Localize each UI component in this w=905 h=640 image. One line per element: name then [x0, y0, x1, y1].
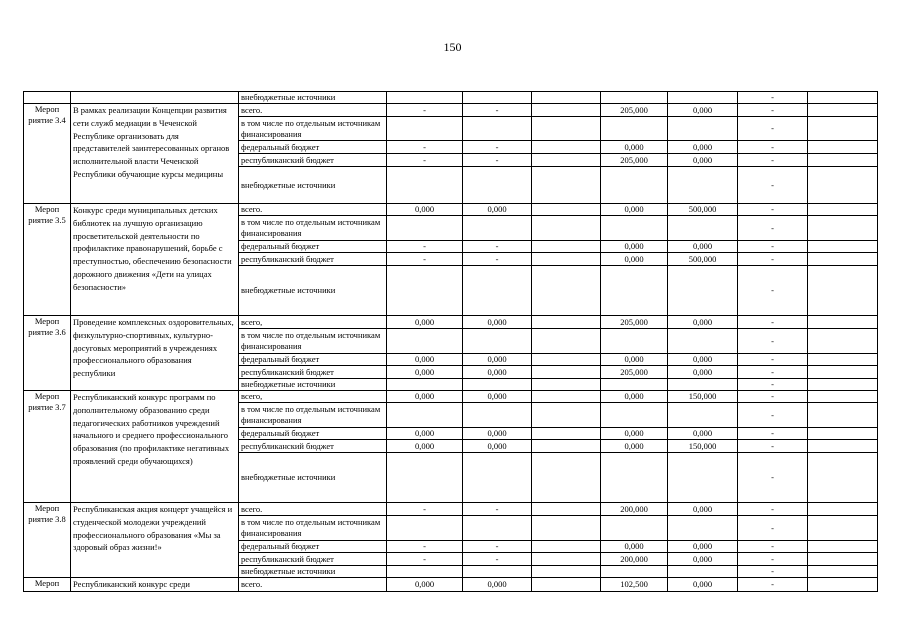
- value-cell: [808, 253, 878, 266]
- value-cell: 0,000: [601, 141, 668, 154]
- value-cell: 0,000: [463, 391, 532, 403]
- value-cell: [668, 216, 738, 241]
- value-cell: 0,000: [668, 241, 738, 253]
- funding-source: в том числе по отдельным источникам финансирования: [239, 216, 387, 241]
- funding-source: в том числе по отдельным источникам финансирования: [239, 329, 387, 354]
- value-cell: 0,000: [463, 440, 532, 453]
- value-cell: -: [463, 141, 532, 154]
- value-cell: 205,000: [601, 366, 668, 379]
- activity-number: Мероп: [24, 578, 71, 592]
- table-row: [24, 204, 878, 216]
- value-cell: [463, 266, 532, 316]
- value-cell: 0,000: [668, 141, 738, 154]
- value-cell: [668, 403, 738, 428]
- value-cell: 0,000: [463, 204, 532, 216]
- value-cell: [808, 316, 878, 329]
- value-cell: 0,000: [601, 204, 668, 216]
- value-cell: [808, 154, 878, 167]
- value-cell: [532, 167, 601, 204]
- value-cell: -: [738, 403, 808, 428]
- activity-number: Мероп риятие 3.8: [24, 503, 71, 578]
- value-cell: 0,000: [668, 104, 738, 117]
- value-cell: [387, 516, 463, 541]
- value-cell: -: [387, 553, 463, 566]
- funding-source: республиканский бюджет: [239, 553, 387, 566]
- value-cell: [532, 578, 601, 592]
- value-cell: [387, 329, 463, 354]
- value-cell: 500,000: [668, 253, 738, 266]
- funding-source: внебюджетные источники: [239, 379, 387, 391]
- value-cell: [463, 329, 532, 354]
- value-cell: [601, 92, 668, 104]
- value-cell: -: [738, 154, 808, 167]
- value-cell: [601, 379, 668, 391]
- table-body: [24, 92, 878, 592]
- value-cell: [808, 453, 878, 503]
- value-cell: 0,000: [668, 503, 738, 516]
- value-cell: -: [738, 516, 808, 541]
- value-cell: [532, 92, 601, 104]
- value-cell: -: [387, 541, 463, 553]
- funding-source: республиканский бюджет: [239, 154, 387, 167]
- value-cell: [601, 216, 668, 241]
- value-cell: 150,000: [668, 391, 738, 403]
- value-cell: -: [387, 154, 463, 167]
- value-cell: 0,000: [387, 354, 463, 366]
- value-cell: [808, 503, 878, 516]
- value-cell: [532, 104, 601, 117]
- value-cell: -: [738, 241, 808, 253]
- value-cell: [532, 266, 601, 316]
- value-cell: -: [387, 141, 463, 154]
- value-cell: 0,000: [668, 428, 738, 440]
- value-cell: 205,000: [601, 154, 668, 167]
- funding-source: всего.: [239, 578, 387, 592]
- value-cell: 0,000: [463, 366, 532, 379]
- value-cell: [808, 354, 878, 366]
- value-cell: [532, 316, 601, 329]
- funding-source: федеральный бюджет: [239, 354, 387, 366]
- value-cell: -: [738, 266, 808, 316]
- funding-source: всего,: [239, 316, 387, 329]
- value-cell: -: [738, 503, 808, 516]
- funding-source: внебюджетные источники: [239, 266, 387, 316]
- value-cell: -: [738, 440, 808, 453]
- value-cell: [532, 241, 601, 253]
- value-cell: -: [738, 204, 808, 216]
- value-cell: -: [463, 553, 532, 566]
- funding-table: [23, 91, 878, 592]
- value-cell: [532, 216, 601, 241]
- funding-source: федеральный бюджет: [239, 541, 387, 553]
- value-cell: [668, 566, 738, 578]
- value-cell: 0,000: [463, 354, 532, 366]
- value-cell: [668, 453, 738, 503]
- value-cell: 200,000: [601, 553, 668, 566]
- value-cell: 0,000: [387, 578, 463, 592]
- value-cell: -: [463, 503, 532, 516]
- funding-source: всего.: [239, 104, 387, 117]
- value-cell: 0,000: [601, 241, 668, 253]
- value-cell: 0,000: [387, 366, 463, 379]
- value-cell: 0,000: [668, 154, 738, 167]
- value-cell: [387, 117, 463, 141]
- activity-number: Мероп риятие 3.6: [24, 316, 71, 391]
- value-cell: [532, 354, 601, 366]
- value-cell: -: [387, 104, 463, 117]
- value-cell: [668, 92, 738, 104]
- value-cell: -: [738, 253, 808, 266]
- value-cell: [808, 379, 878, 391]
- funding-source: внебюджетные источники: [239, 453, 387, 503]
- value-cell: -: [738, 428, 808, 440]
- value-cell: [808, 578, 878, 592]
- value-cell: -: [738, 366, 808, 379]
- value-cell: [808, 366, 878, 379]
- funding-source: всего.: [239, 503, 387, 516]
- value-cell: 0,000: [601, 541, 668, 553]
- activity-description: Республиканский конкурс программ по дополнительному образованию среди педагогических работников учреждений начального и среднего профессионального образования (по профилактике негативных проявлений среди обучающихся): [71, 391, 239, 503]
- value-cell: [808, 391, 878, 403]
- value-cell: [532, 391, 601, 403]
- value-cell: [601, 266, 668, 316]
- value-cell: [532, 503, 601, 516]
- value-cell: -: [738, 541, 808, 553]
- funding-source: федеральный бюджет: [239, 241, 387, 253]
- funding-source: республиканский бюджет: [239, 440, 387, 453]
- value-cell: [463, 516, 532, 541]
- value-cell: [532, 253, 601, 266]
- value-cell: [463, 453, 532, 503]
- value-cell: [532, 403, 601, 428]
- value-cell: [808, 117, 878, 141]
- funding-source: в том числе по отдельным источникам финансирования: [239, 117, 387, 141]
- value-cell: [601, 453, 668, 503]
- value-cell: 205,000: [601, 104, 668, 117]
- value-cell: [387, 379, 463, 391]
- table-row: [24, 578, 878, 592]
- value-cell: -: [387, 241, 463, 253]
- value-cell: 0,000: [601, 428, 668, 440]
- value-cell: [532, 553, 601, 566]
- value-cell: 0,000: [668, 316, 738, 329]
- value-cell: [808, 141, 878, 154]
- activity-number: Мероп риятие 3.7: [24, 391, 71, 503]
- value-cell: [668, 266, 738, 316]
- value-cell: [532, 516, 601, 541]
- value-cell: -: [387, 253, 463, 266]
- value-cell: -: [463, 154, 532, 167]
- value-cell: -: [463, 253, 532, 266]
- value-cell: [808, 241, 878, 253]
- value-cell: [463, 216, 532, 241]
- value-cell: [532, 329, 601, 354]
- value-cell: -: [738, 316, 808, 329]
- value-cell: [808, 403, 878, 428]
- value-cell: -: [738, 92, 808, 104]
- value-cell: [668, 167, 738, 204]
- value-cell: 0,000: [668, 578, 738, 592]
- value-cell: 0,000: [463, 428, 532, 440]
- value-cell: [463, 117, 532, 141]
- value-cell: [808, 566, 878, 578]
- value-cell: [387, 453, 463, 503]
- value-cell: 0,000: [387, 316, 463, 329]
- activity-description: Конкурс среди муниципальных детских библиотек на лучшую организацию просветительской деятельности по профилактике правонарушений, борьбе с преступностью, обеспечению безопасности дорожного движения «Дети на улицах безопасности»: [71, 204, 239, 316]
- value-cell: -: [463, 541, 532, 553]
- description-cell: [71, 92, 239, 104]
- value-cell: [808, 266, 878, 316]
- value-cell: -: [738, 578, 808, 592]
- value-cell: 0,000: [601, 253, 668, 266]
- value-cell: [532, 117, 601, 141]
- value-cell: [601, 403, 668, 428]
- value-cell: 0,000: [668, 541, 738, 553]
- value-cell: 0,000: [463, 316, 532, 329]
- value-cell: -: [387, 503, 463, 516]
- value-cell: [532, 428, 601, 440]
- value-cell: [668, 329, 738, 354]
- value-cell: [601, 566, 668, 578]
- value-cell: [808, 104, 878, 117]
- value-cell: 0,000: [463, 578, 532, 592]
- value-cell: -: [738, 216, 808, 241]
- activity-number: Мероп риятие 3.4: [24, 104, 71, 204]
- activity-description: Проведение комплексных оздоровительных, физкультурно-спортивных, культурно-досуговых мероприятий в учреждениях профессионального образования республики: [71, 316, 239, 391]
- funding-source: в том числе по отдельным источникам финансирования: [239, 516, 387, 541]
- value-cell: 102,500: [601, 578, 668, 592]
- value-cell: -: [738, 117, 808, 141]
- value-cell: [601, 167, 668, 204]
- value-cell: -: [463, 104, 532, 117]
- value-cell: [532, 440, 601, 453]
- value-cell: [808, 440, 878, 453]
- funding-source: всего.: [239, 204, 387, 216]
- value-cell: [601, 117, 668, 141]
- value-cell: [532, 379, 601, 391]
- value-cell: [808, 541, 878, 553]
- value-cell: [532, 566, 601, 578]
- value-cell: -: [738, 391, 808, 403]
- value-cell: [808, 216, 878, 241]
- value-cell: -: [738, 453, 808, 503]
- value-cell: [808, 329, 878, 354]
- value-cell: [532, 541, 601, 553]
- value-cell: -: [738, 379, 808, 391]
- funding-source: федеральный бюджет: [239, 428, 387, 440]
- value-cell: [463, 403, 532, 428]
- value-cell: 0,000: [668, 354, 738, 366]
- activity-description: Республиканская акция концерт учащейся и студенческой молодежи учреждений профессионального образования «Мы за здоровый образ жизни!»: [71, 503, 239, 578]
- activity-cell: [24, 92, 71, 104]
- value-cell: [532, 141, 601, 154]
- value-cell: -: [738, 566, 808, 578]
- value-cell: [387, 216, 463, 241]
- value-cell: 0,000: [668, 553, 738, 566]
- funding-source: федеральный бюджет: [239, 141, 387, 154]
- activity-description: Республиканский конкурс среди: [71, 578, 239, 592]
- value-cell: 0,000: [601, 354, 668, 366]
- value-cell: -: [738, 141, 808, 154]
- value-cell: -: [738, 104, 808, 117]
- value-cell: [387, 167, 463, 204]
- value-cell: -: [463, 241, 532, 253]
- value-cell: [463, 167, 532, 204]
- value-cell: 0,000: [387, 204, 463, 216]
- value-cell: [387, 266, 463, 316]
- value-cell: -: [738, 354, 808, 366]
- table-row: [24, 316, 878, 329]
- value-cell: [601, 329, 668, 354]
- value-cell: -: [738, 167, 808, 204]
- funding-source: республиканский бюджет: [239, 366, 387, 379]
- source-cell: внебюджетные источники: [239, 92, 387, 104]
- value-cell: [808, 204, 878, 216]
- value-cell: [532, 366, 601, 379]
- value-cell: [668, 379, 738, 391]
- value-cell: [387, 92, 463, 104]
- page-number: 150: [443, 40, 462, 54]
- value-cell: [808, 516, 878, 541]
- value-cell: 0,000: [387, 428, 463, 440]
- value-cell: 0,000: [601, 440, 668, 453]
- value-cell: [668, 516, 738, 541]
- value-cell: 150,000: [668, 440, 738, 453]
- value-cell: [808, 428, 878, 440]
- value-cell: [668, 117, 738, 141]
- value-cell: [808, 92, 878, 104]
- value-cell: [808, 553, 878, 566]
- value-cell: [532, 453, 601, 503]
- funding-source: в том числе по отдельным источникам финансирования: [239, 403, 387, 428]
- value-cell: -: [738, 329, 808, 354]
- value-cell: 0,000: [387, 391, 463, 403]
- value-cell: [463, 566, 532, 578]
- value-cell: 0,000: [387, 440, 463, 453]
- funding-source: внебюджетные источники: [239, 167, 387, 204]
- value-cell: [387, 403, 463, 428]
- funding-source: всего,: [239, 391, 387, 403]
- value-cell: [808, 167, 878, 204]
- activity-description: В рамках реализации Концепции развития сети служб медиации в Чеченской Республике организовать для представителей заинтересованных органов исполнительной власти Чеченской Республики обучающие курсы медицины: [71, 104, 239, 204]
- value-cell: 200,000: [601, 503, 668, 516]
- value-cell: [463, 379, 532, 391]
- funding-source: внебюджетные источники: [239, 566, 387, 578]
- value-cell: 0,000: [601, 391, 668, 403]
- table-row: [24, 104, 878, 117]
- value-cell: [601, 516, 668, 541]
- activity-number: Мероп риятие 3.5: [24, 204, 71, 316]
- funding-source: республиканский бюджет: [239, 253, 387, 266]
- value-cell: 0,000: [668, 366, 738, 379]
- value-cell: 500,000: [668, 204, 738, 216]
- value-cell: [463, 92, 532, 104]
- table-row: [24, 92, 878, 104]
- value-cell: [532, 154, 601, 167]
- table-row: [24, 503, 878, 516]
- value-cell: -: [738, 553, 808, 566]
- value-cell: 205,000: [601, 316, 668, 329]
- table-row: [24, 391, 878, 403]
- value-cell: [532, 204, 601, 216]
- value-cell: [387, 566, 463, 578]
